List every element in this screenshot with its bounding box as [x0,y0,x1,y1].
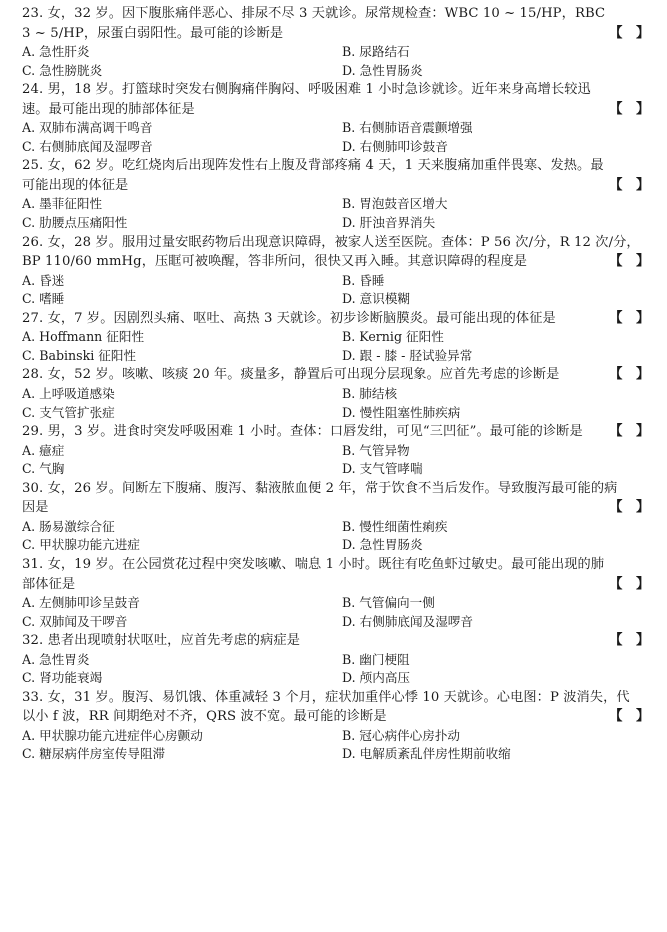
answer-option: A. 甲状腺功能亢进症伴心房颤动 [22,727,203,743]
question-item [22,631,650,688]
question-stem-line [22,479,645,499]
answer-option: D. 右侧肺底闻及湿啰音 [342,613,473,629]
stem-text: BP 110/60 mmHg，压眶可被唤醒，答非所问，很快又再入睡。其意识障碍的程度是 [22,254,528,270]
question-stem-line [22,707,650,727]
stem-text: 3 ~ 5/HP，尿蛋白弱阳性。最可能的诊断是 [22,25,284,41]
option-grid [22,594,645,631]
option-grid [22,651,645,688]
answer-option: B. 冠心病伴心房扑动 [342,727,461,743]
stem-text: 因是 [22,500,49,516]
question-stem-line [22,100,650,120]
option-grid [22,119,645,156]
option-grid [22,727,645,764]
answer-option: C. 急性膀胱炎 [22,62,103,78]
answer-option: A. 昏迷 [22,272,65,288]
question-stem-line [22,498,650,518]
stem-text: 33. 女，31 岁。腹泻、易饥饿、体重减轻 3 个月，症状加重伴心悸 10 天就诊。心电图：P 波消失，代 [22,689,630,705]
answer-option: A. 双肺布满高调干鸣音 [22,120,153,136]
option-grid [22,442,645,479]
question-item [22,479,650,555]
answer-option: C. 双肺闻及干啰音 [22,613,128,629]
question-item [22,4,650,80]
question-stem-line [22,555,645,575]
answer-option: D. 肝浊音界消失 [342,214,436,230]
stem-text: 29. 男，3 岁。进食时突发呼吸困难 1 小时。查体：口唇发绀，可见“三凹征”。最可能的诊断是 [22,424,583,440]
question-item [22,365,650,422]
stem-text: 28. 女，52 岁。咳嗽、咳痰 20 年。痰量多，静置后可出现分层现象。应首先考虑的诊断是 [22,367,560,383]
answer-option: A. 上呼吸道感染 [22,385,115,401]
answer-option: C. Babinski 征阳性 [22,347,137,363]
question-stem-line [22,24,650,44]
stem-text: 32. 患者出现喷射状呕吐，应首先考虑的病症是 [22,633,301,649]
answer-option: B. Kernig 征阳性 [342,329,444,345]
question-list [22,4,650,764]
stem-text: 25. 女，62 岁。吃红烧肉后出现阵发性右上腹及背部疼痛 4 天，1 天来腹痛加重伴畏寒、发热。最 [22,158,604,174]
question-stem-line [22,422,650,442]
answer-option: D. 急性胃肠炎 [342,62,423,78]
question-stem-line [22,252,650,272]
question-item [22,233,650,309]
answer-bracket: 【 】 [609,24,650,41]
question-item [22,555,650,631]
answer-bracket: 【 】 [609,253,650,270]
option-grid [22,272,645,309]
question-stem-line [22,575,650,595]
answer-option: B. 气管偏向一侧 [342,595,435,610]
answer-option: A. 急性肝炎 [22,44,90,59]
answer-bracket: 【 】 [609,100,650,117]
answer-bracket: 【 】 [609,575,650,592]
option-grid [22,385,645,422]
stem-text: 24. 男，18 岁。打篮球时突发右侧胸痛伴胸闷、呼吸困难 1 小时急诊就诊。近年来身高增长较迅 [22,82,591,98]
answer-option: B. 肺结核 [342,385,398,401]
answer-bracket: 【 】 [609,423,650,440]
stem-text: 部体征是 [22,576,76,592]
question-stem-line [22,309,650,329]
answer-bracket: 【 】 [609,632,650,649]
answer-option: A. 癔症 [22,442,65,458]
question-stem-line [22,4,645,24]
answer-option: C. 气胸 [22,461,65,477]
question-stem-line [22,631,650,651]
option-grid [22,195,645,232]
stem-text: 可能出现的体征是 [22,177,129,193]
question-item [22,156,650,232]
stem-text: 30. 女，26 岁。间断左下腹痛、腹泻、黏液脓血便 2 年，常于饮食不当后发作。导致腹泻最可能的病 [22,480,618,496]
answer-bracket: 【 】 [609,309,650,326]
answer-option: A. Hoffmann 征阳性 [22,329,145,345]
answer-option: C. 嗜睡 [22,291,65,307]
option-grid [22,518,645,555]
question-stem-line [22,176,650,196]
answer-option: D. 颅内高压 [342,670,411,686]
answer-option: A. 墨菲征阳性 [22,196,103,212]
question-stem-line [22,233,645,253]
answer-option: C. 右侧肺底闻及湿啰音 [22,138,153,154]
answer-option: B. 右侧肺语音震颤增强 [342,120,473,136]
question-item [22,309,650,366]
answer-option: D. 电解质紊乱伴房性期前收缩 [342,746,511,762]
option-grid [22,328,645,365]
stem-text: 27. 女，7 岁。因剧烈头痛、呕吐、高热 3 天就诊。初步诊断脑膜炎。最可能出现的体征是 [22,310,556,326]
answer-option: D. 急性胃肠炎 [342,537,423,553]
answer-option: B. 慢性细菌性痢疾 [342,518,448,534]
answer-option: D. 慢性阻塞性肺疾病 [342,404,461,420]
question-item [22,422,650,479]
answer-bracket: 【 】 [609,499,650,516]
answer-bracket: 【 】 [609,708,650,725]
question-item [22,688,650,764]
answer-option: A. 急性胃炎 [22,651,90,667]
answer-option: A. 肠易激综合征 [22,518,115,534]
question-stem-line [22,156,645,176]
question-stem-line [22,688,645,708]
answer-option: C. 甲状腺功能亢进症 [22,537,140,553]
answer-bracket: 【 】 [609,176,650,193]
answer-option: C. 支气管扩张症 [22,404,115,420]
answer-option: B. 幽门梗阻 [342,651,410,667]
stem-text: 26. 女，28 岁。服用过量安眠药物后出现意识障碍，被家人送至医院。查体：P 56 次/分，R 12 次/分， [22,234,640,250]
answer-option: D. 右侧肺叩诊鼓音 [342,138,448,154]
answer-option: B. 气管异物 [342,442,410,458]
answer-option: D. 意识模糊 [342,291,411,307]
answer-option: A. 左侧肺叩诊呈鼓音 [22,595,140,610]
stem-text: 23. 女，32 岁。因下腹胀痛伴恶心、排尿不尽 3 天就诊。尿常规检查：WBC 10 ~ 15/HP，RBC [22,6,606,21]
option-grid [22,43,645,80]
question-item [22,80,650,156]
stem-text: 以小 f 波，RR 间期绝对不齐，QRS 波不宽。最可能的诊断是 [22,709,387,725]
answer-option: B. 胃泡鼓音区增大 [342,196,448,212]
answer-option: C. 肾功能衰竭 [22,670,103,686]
stem-text: 速。最可能出现的肺部体征是 [22,101,195,117]
question-stem-line [22,365,650,385]
answer-option: D. 跟 - 膝 - 胫试验异常 [342,347,473,363]
answer-option: B. 尿路结石 [342,44,410,59]
answer-bracket: 【 】 [609,366,650,383]
question-stem-line [22,80,645,100]
answer-option: D. 支气管哮喘 [342,461,423,477]
stem-text: 31. 女，19 岁。在公园赏花过程中突发咳嗽、喘息 1 小时。既往有吃鱼虾过敏史。最可能出现的肺 [22,557,605,572]
answer-option: C. 肋腰点压痛阳性 [22,214,128,230]
answer-option: B. 昏睡 [342,272,385,288]
answer-option: C. 糖尿病伴房室传导阻滞 [22,746,166,762]
